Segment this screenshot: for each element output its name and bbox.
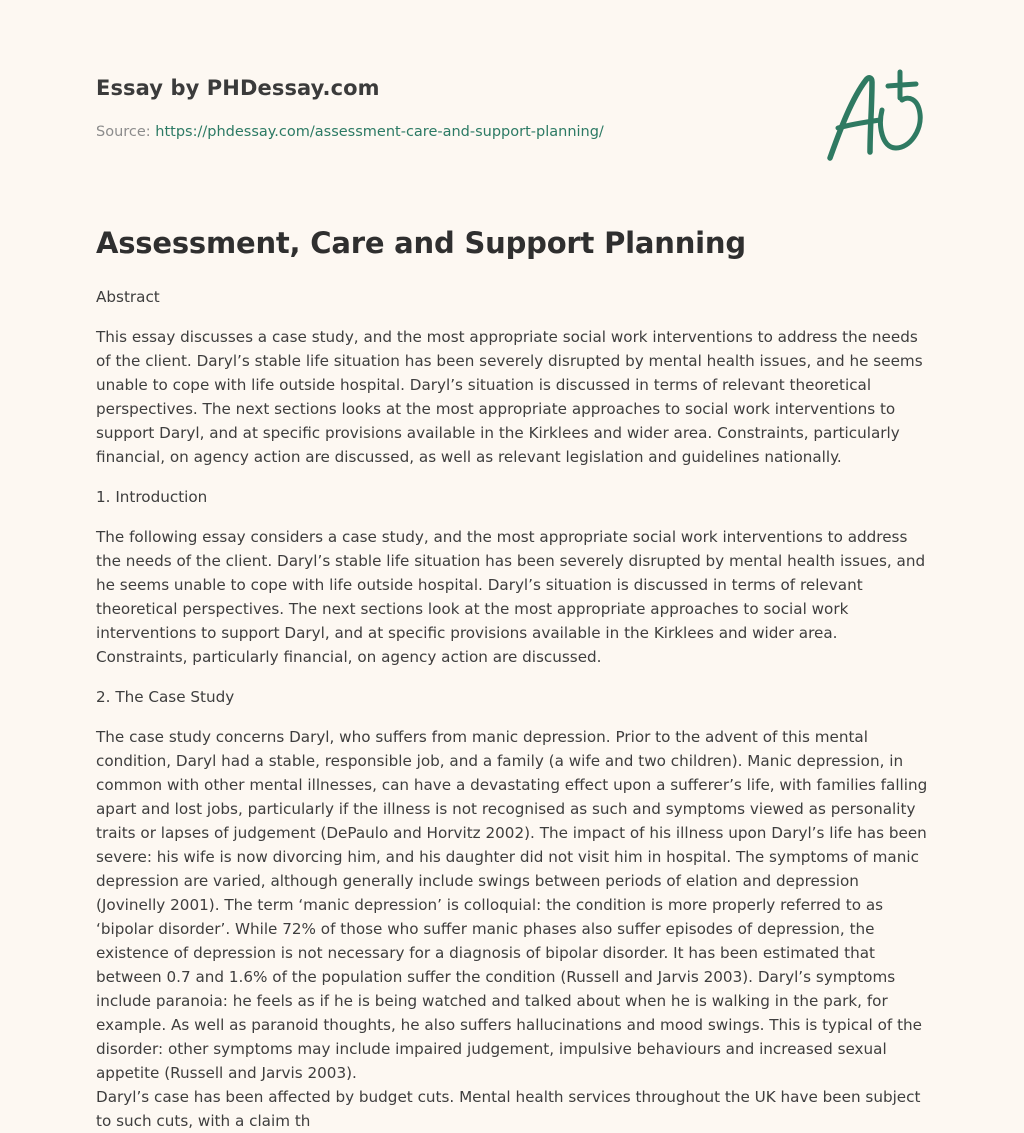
- document-title: Assessment, Care and Support Planning: [96, 226, 746, 260]
- site-header: [96, 0, 932, 200]
- budget-cuts-paragraph: Daryl’s case has been affected by budget cuts. Mental health services throughout the UK have been subject to such cuts, with a claim th: [96, 1088, 921, 1130]
- abstract-paragraph: This essay discusses a case study, and the most appropriate social work interventions to address the needs of the client. Daryl’s stable life situation has been severely disrupted by mental health issues, and he seems unable to cope with life outside hospital. Daryl’s situation is discussed in terms of relevant theoretical perspectives. The next sections looks at the most appropriate approaches to social work interventions to support Daryl, and at specific provisions available in the Kirklees and wider area. Constraints, particularly financial, on agency action are discussed, as well as relevant legislation and guidelines nationally.: [96, 328, 923, 466]
- abstract-heading: Abstract: [96, 288, 160, 306]
- source-label: Source:: [96, 124, 156, 140]
- introduction-paragraph: The following essay considers a case study, and the most appropriate social work interventions to address the needs of the client. Daryl’s stable life situation has been severely disrupted by mental health issues, and he seems unable to cope with life outside hospital. Daryl’s situation is discussed in terms of relevant theoretical perspectives. The next sections look at the most appropriate approaches to social work interventions to support Daryl, and at specific provisions available in the Kirklees and wider area. Constraints, particularly financial, on agency action are discussed.: [96, 528, 926, 666]
- source-line: [96, 124, 604, 140]
- essay-page: [96, 0, 932, 1130]
- a-plus-grade-icon: [824, 68, 928, 164]
- introduction-heading: 1. Introduction: [96, 488, 208, 506]
- site-title: Essay by PHDessay.com: [96, 76, 380, 100]
- document-body: [96, 285, 932, 1133]
- case-study-paragraph: The case study concerns Daryl, who suffers from manic depression. Prior to the advent of this mental condition, Daryl had a stable, responsible job, and a family (a wife and two children). Manic depression, in common with other mental illnesses, can have a devastating effect upon a sufferer’s life, with families falling apart and lost jobs, particularly if the illness is not recognised as such and symptoms viewed as personality traits or lapses of judgement (DePaulo and Horvitz 2002). The impact of his illness upon Daryl’s life has been severe: his wife is now divorcing him, and his daughter did not visit him in hospital. The symptoms of manic depression are varied, although generally include swings between periods of elation and depression (Jovinelly 2001). The term ‘manic depression’ is colloquial: the condition is more properly referred to as ‘bipolar disorder’. While 72% of those who suffer manic phases also suffer episodes of depression, the existence of depression is not necessary for a diagnosis of bipolar disorder. It has been estimated that between 0.7 and 1.6% of the population suffer the condition (Russell and Jarvis 2003). Daryl’s symptoms include paranoia: he feels as if he is being watched and talked about when he is walking in the park, for example. As well as paranoid thoughts, he also suffers hallucinations and mood swings. This is typical of the disorder: other symptoms may include impaired judgement, impulsive behaviours and increased sexual appetite (Russell and Jarvis 2003).: [96, 728, 928, 1082]
- case-study-heading: 2. The Case Study: [96, 688, 235, 706]
- source-link[interactable]: https://phdessay.com/assessment-care-and-support-planning/: [155, 124, 604, 140]
